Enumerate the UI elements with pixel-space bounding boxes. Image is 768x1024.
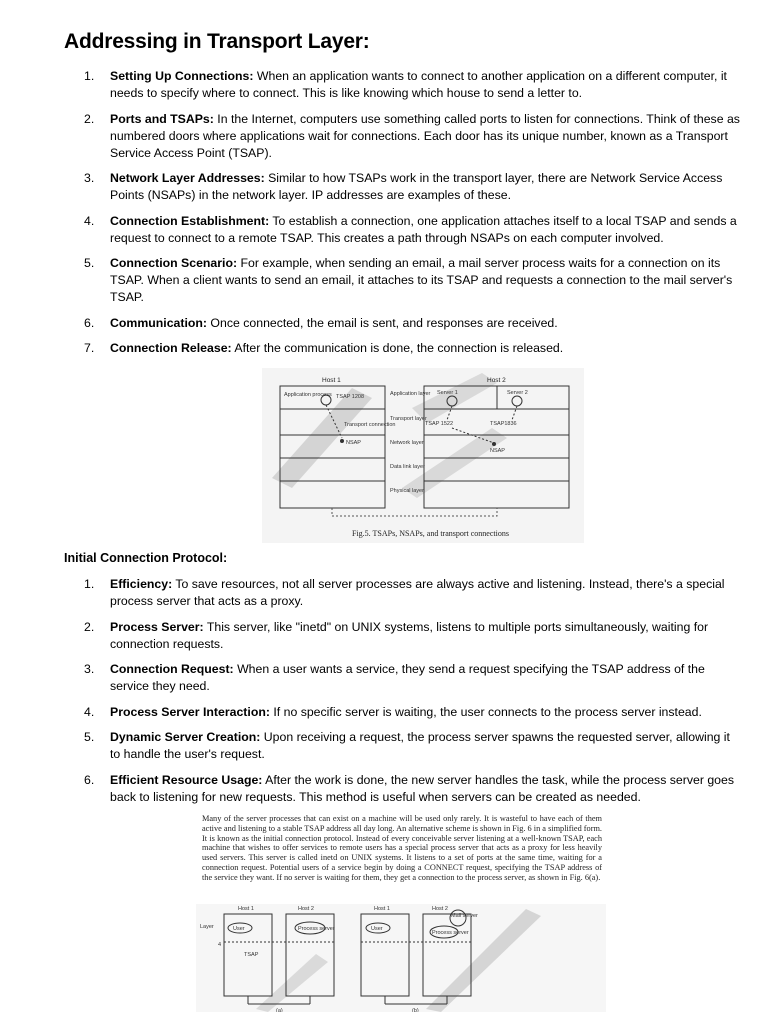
list-item-text: If no specific server is waiting, the user connects to the process server instead.	[269, 704, 702, 719]
list-item-text: When a user wants a service, they send a request specifying the TSAP address of the service they need.	[110, 662, 705, 693]
initial-connection-list-item	[64, 772, 740, 806]
list-item-text: After the work is done, the new server handles the task, while the process server goes back to listening for new requests. This method is useful when servers can be created as needed.	[110, 772, 735, 804]
user-b-label: User	[371, 926, 383, 932]
list-item-number: 4.	[84, 704, 95, 719]
list-item-term: Network Layer Addresses:	[110, 171, 265, 185]
list-item-term: Efficient Resource Usage:	[110, 772, 263, 787]
layer-application: Application layer	[390, 391, 431, 397]
addressing-list-item	[64, 340, 740, 357]
list-item-number: 6.	[84, 315, 95, 330]
list-item-number: 1.	[84, 577, 95, 591]
list-item-text: When an application wants to connect to another application on a different computer, it needs to specify where to connect. This is like knowing which house to send a letter to.	[110, 69, 727, 100]
list-item-number: 4.	[84, 213, 95, 228]
initial-connection-list-item	[64, 619, 740, 653]
addressing-list-item	[64, 170, 740, 204]
list-item-term: Connection Scenario:	[110, 256, 238, 270]
host2b-label: Host 2	[432, 906, 448, 912]
layer-network: Network layer	[390, 440, 424, 446]
list-item-text: After the communication is done, the connection is released.	[231, 341, 564, 355]
list-item-term: Connection Release:	[110, 341, 232, 355]
list-item-text: To save resources, not all server processes are always active and listening. Instead, there's a special process server that acts as a proxy.	[110, 577, 725, 608]
list-item-text: Once connected, the email is sent, and responses are received.	[207, 315, 558, 330]
list-item-term: Connection Request:	[110, 662, 234, 676]
tsap-label: TSAP	[244, 952, 259, 958]
user-a-label: User	[233, 926, 245, 932]
host1b-label: Host 1	[374, 906, 390, 912]
host2-label: Host 2	[487, 377, 506, 384]
initial-connection-figure	[196, 812, 606, 1012]
process-server-diagram	[196, 904, 606, 1012]
list-item-number: 5.	[84, 730, 95, 744]
fig-a-label: (a)	[276, 1008, 283, 1012]
list-item-term: Connection Establishment:	[110, 213, 270, 228]
list-item-text: In the Internet, computers use something called ports to listen for connections. Think of these as numbered doors where applications wait for connections. Each door has its unique number, known as a Transport Service Access Point (TSAP).	[110, 111, 740, 160]
process-server-b-label: Process server	[432, 930, 469, 936]
tsap-1208-label: TSAP 1208	[336, 394, 365, 400]
list-item-term: Dynamic Server Creation:	[110, 730, 261, 744]
list-item-number: 6.	[84, 772, 95, 787]
list-item-text: Similar to how TSAPs work in the transport layer, there are Network Service Access Points (NSAPs) in the network layer. IP addresses are examples of these.	[110, 171, 723, 202]
list-item-number: 3.	[84, 171, 95, 185]
host1a-label: Host 1	[238, 906, 254, 912]
addressing-list	[64, 68, 740, 366]
list-item-number: 1.	[84, 69, 95, 83]
addressing-list-item	[64, 255, 740, 306]
list-item-term: Setting Up Connections:	[110, 69, 254, 83]
list-item-number: 2.	[84, 619, 95, 634]
addressing-list-item	[64, 111, 740, 162]
list-item-term: Process Server Interaction:	[110, 704, 270, 719]
mail-server-label: Mail server	[451, 913, 478, 919]
initial-connection-list-item	[64, 661, 740, 695]
tsap-1522-label: TSAP 1522	[425, 421, 454, 427]
process-server-a-label: Process server	[298, 926, 335, 932]
list-item-number: 3.	[84, 662, 95, 676]
layer-4-label: 4	[218, 942, 222, 948]
list-item-number: 2.	[84, 111, 95, 126]
server2-label: Server 2	[507, 390, 528, 396]
host2a-label: Host 2	[298, 906, 314, 912]
list-item-term: Process Server:	[110, 619, 204, 634]
list-item-term: Communication:	[110, 315, 208, 330]
tsap-1836-label: TSAP1836	[490, 421, 517, 427]
layer-label: Layer	[200, 924, 214, 930]
layer-transport: Transport layer	[390, 416, 427, 422]
list-item-text: To establish a connection, one application attaches itself to a local TSAP and sends a request to connect to a remote TSAP. This creates a path through NSAPs on each computer involved.	[110, 213, 737, 245]
addressing-list-item	[64, 213, 740, 247]
fig-b-label: (b)	[412, 1008, 419, 1012]
server1-label: Server 1	[437, 390, 458, 396]
layer-datalink: Data link layer	[390, 464, 425, 470]
list-item-text: This server, like "inetd" on UNIX systems, listens to multiple ports simultaneously, waiting for connection requests.	[110, 619, 709, 651]
nsap-right-label: NSAP	[490, 448, 505, 454]
transport-connection-label: Transport connection	[344, 422, 396, 428]
addressing-list-item	[64, 315, 740, 332]
list-item-number: 7.	[84, 341, 95, 355]
list-item-number: 5.	[84, 256, 95, 270]
figure1-caption: Fig.5. TSAPs, NSAPs, and transport connections	[352, 529, 509, 538]
addressing-list-item	[64, 68, 740, 102]
list-item-text: Upon receiving a request, the process server spawns the requested server, allowing it to handle the user's request.	[110, 730, 730, 761]
section2-title: Initial Connection Protocol:	[64, 551, 228, 565]
list-item-term: Ports and TSAPs:	[110, 111, 214, 126]
tsap-nsap-figure	[262, 368, 584, 543]
initial-connection-list-item	[64, 704, 740, 721]
textbook-excerpt: Many of the server processes that can exist on a machine will be used only rarely. It is wasteful to have each of them active and listening to a stable TSAP address all day long. An alternative scheme is shown in Fig. 6 in a simplified form. It is known as the initial connection protocol. Instead of every conceivable server listening at a well-known TSAP, each machine that wishes to offer services to remote users has a special process server that acts as a proxy for less heavily used servers. This server is called inetd on UNIX systems. It listens to a set of ports at the same time, waiting for a connection request. Potential users of a service begin by doing a CONNECT request, specifying the TSAP address of the service they want. If no server is waiting for them, they get a connection to the process server, as shown in Fig. 6(a).	[202, 814, 602, 882]
initial-connection-list	[64, 576, 740, 814]
host1-label: Host 1	[322, 377, 341, 384]
layer-physical: Physical layer	[390, 488, 424, 494]
initial-connection-list-item	[64, 576, 740, 610]
list-item-text: For example, when sending an email, a mail server process waits for a connection on its TSAP. When a client wants to send an email, it attaches to its TSAP and requests a connection to the mail server's TSAP.	[110, 256, 733, 304]
nsap-left-label: NSAP	[346, 440, 361, 446]
initial-connection-list-item	[64, 729, 740, 763]
page-title: Addressing in Transport Layer:	[64, 30, 370, 53]
application-process-label: Application process	[284, 392, 332, 398]
list-item-term: Efficiency:	[110, 577, 173, 591]
